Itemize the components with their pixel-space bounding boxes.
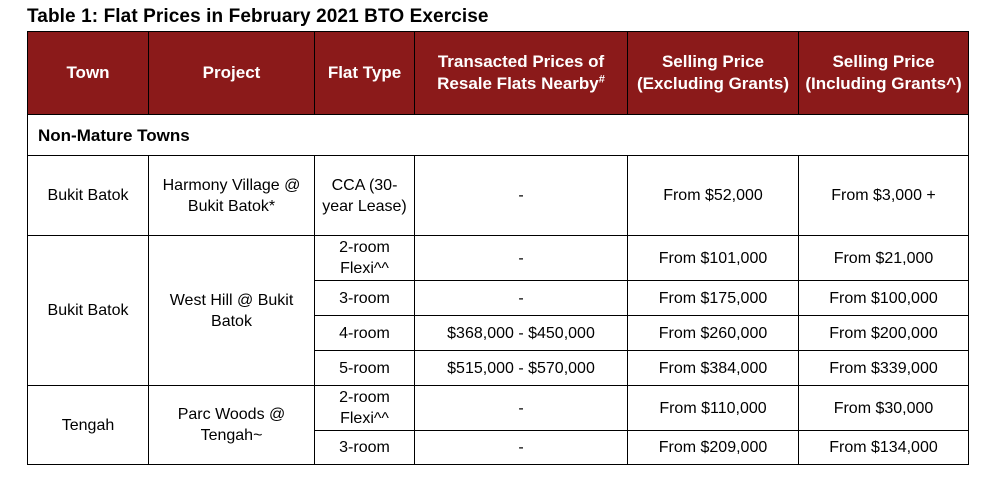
flat-prices-table — [27, 31, 969, 465]
cell-town: Tengah — [28, 386, 149, 465]
cell-selling-excl: From $209,000 — [628, 431, 799, 465]
cell-flat-type: 5-room — [315, 351, 415, 386]
header-row — [28, 32, 969, 115]
table-title: Table 1: Flat Prices in February 2021 BTO Exercise — [27, 6, 489, 27]
cell-flat-type: 3-room — [315, 281, 415, 316]
header-transacted — [415, 32, 628, 115]
header-transacted-sup: # — [598, 73, 605, 86]
header-flat-type — [315, 32, 415, 115]
cell-selling-excl: From $175,000 — [628, 281, 799, 316]
cell-project: Parc Woods @ Tengah~ — [149, 386, 315, 465]
cell-town: Bukit Batok — [28, 236, 149, 386]
cell-selling-excl: From $384,000 — [628, 351, 799, 386]
cell-flat-type: 4-room — [315, 316, 415, 351]
cell-selling-excl: From $52,000 — [628, 156, 799, 236]
header-project: Project — [149, 32, 315, 115]
cell-project: West Hill @ Bukit Batok — [149, 236, 315, 386]
cell-transacted: - — [415, 281, 628, 316]
cell-selling-incl: From $200,000 — [799, 316, 969, 351]
cell-transacted: - — [415, 431, 628, 465]
cell-transacted: $515,000 - $570,000 — [415, 351, 628, 386]
cell-transacted: - — [415, 156, 628, 236]
cell-flat-type: CCA (30-year Lease) — [315, 156, 415, 236]
cell-flat-type: 2-room Flexi^^ — [315, 386, 415, 431]
header-transacted-label: Transacted Prices of Resale Flats Nearby — [437, 52, 605, 93]
cell-selling-incl: From $134,000 — [799, 431, 969, 465]
cell-flat-type: 2-room Flexi^^ — [315, 236, 415, 281]
section-row — [28, 115, 969, 156]
cell-selling-excl: From $101,000 — [628, 236, 799, 281]
cell-town: Bukit Batok — [28, 156, 149, 236]
cell-transacted: - — [415, 386, 628, 431]
header-selling-excl: Selling Price (Excluding Grants) — [628, 32, 799, 115]
table-row — [28, 386, 969, 431]
table-row — [28, 156, 969, 236]
cell-selling-incl: From $30,000 — [799, 386, 969, 431]
cell-transacted: $368,000 - $450,000 — [415, 316, 628, 351]
cell-selling-incl: From $100,000 — [799, 281, 969, 316]
cell-flat-type: 3-room — [315, 431, 415, 465]
cell-transacted: - — [415, 236, 628, 281]
cell-selling-incl: From $3,000 + — [799, 156, 969, 236]
header-town: Town — [28, 32, 149, 115]
cell-selling-incl: From $339,000 — [799, 351, 969, 386]
section-label: Non-Mature Towns — [28, 115, 969, 156]
cell-selling-excl: From $260,000 — [628, 316, 799, 351]
header-selling-incl: Selling Price (Including Grants^) — [799, 32, 969, 115]
header-flat-type-label: Flat Type — [327, 63, 402, 82]
table-row — [28, 236, 969, 281]
cell-selling-excl: From $110,000 — [628, 386, 799, 431]
cell-project: Harmony Village @ Bukit Batok* — [149, 156, 315, 236]
cell-selling-incl: From $21,000 — [799, 236, 969, 281]
